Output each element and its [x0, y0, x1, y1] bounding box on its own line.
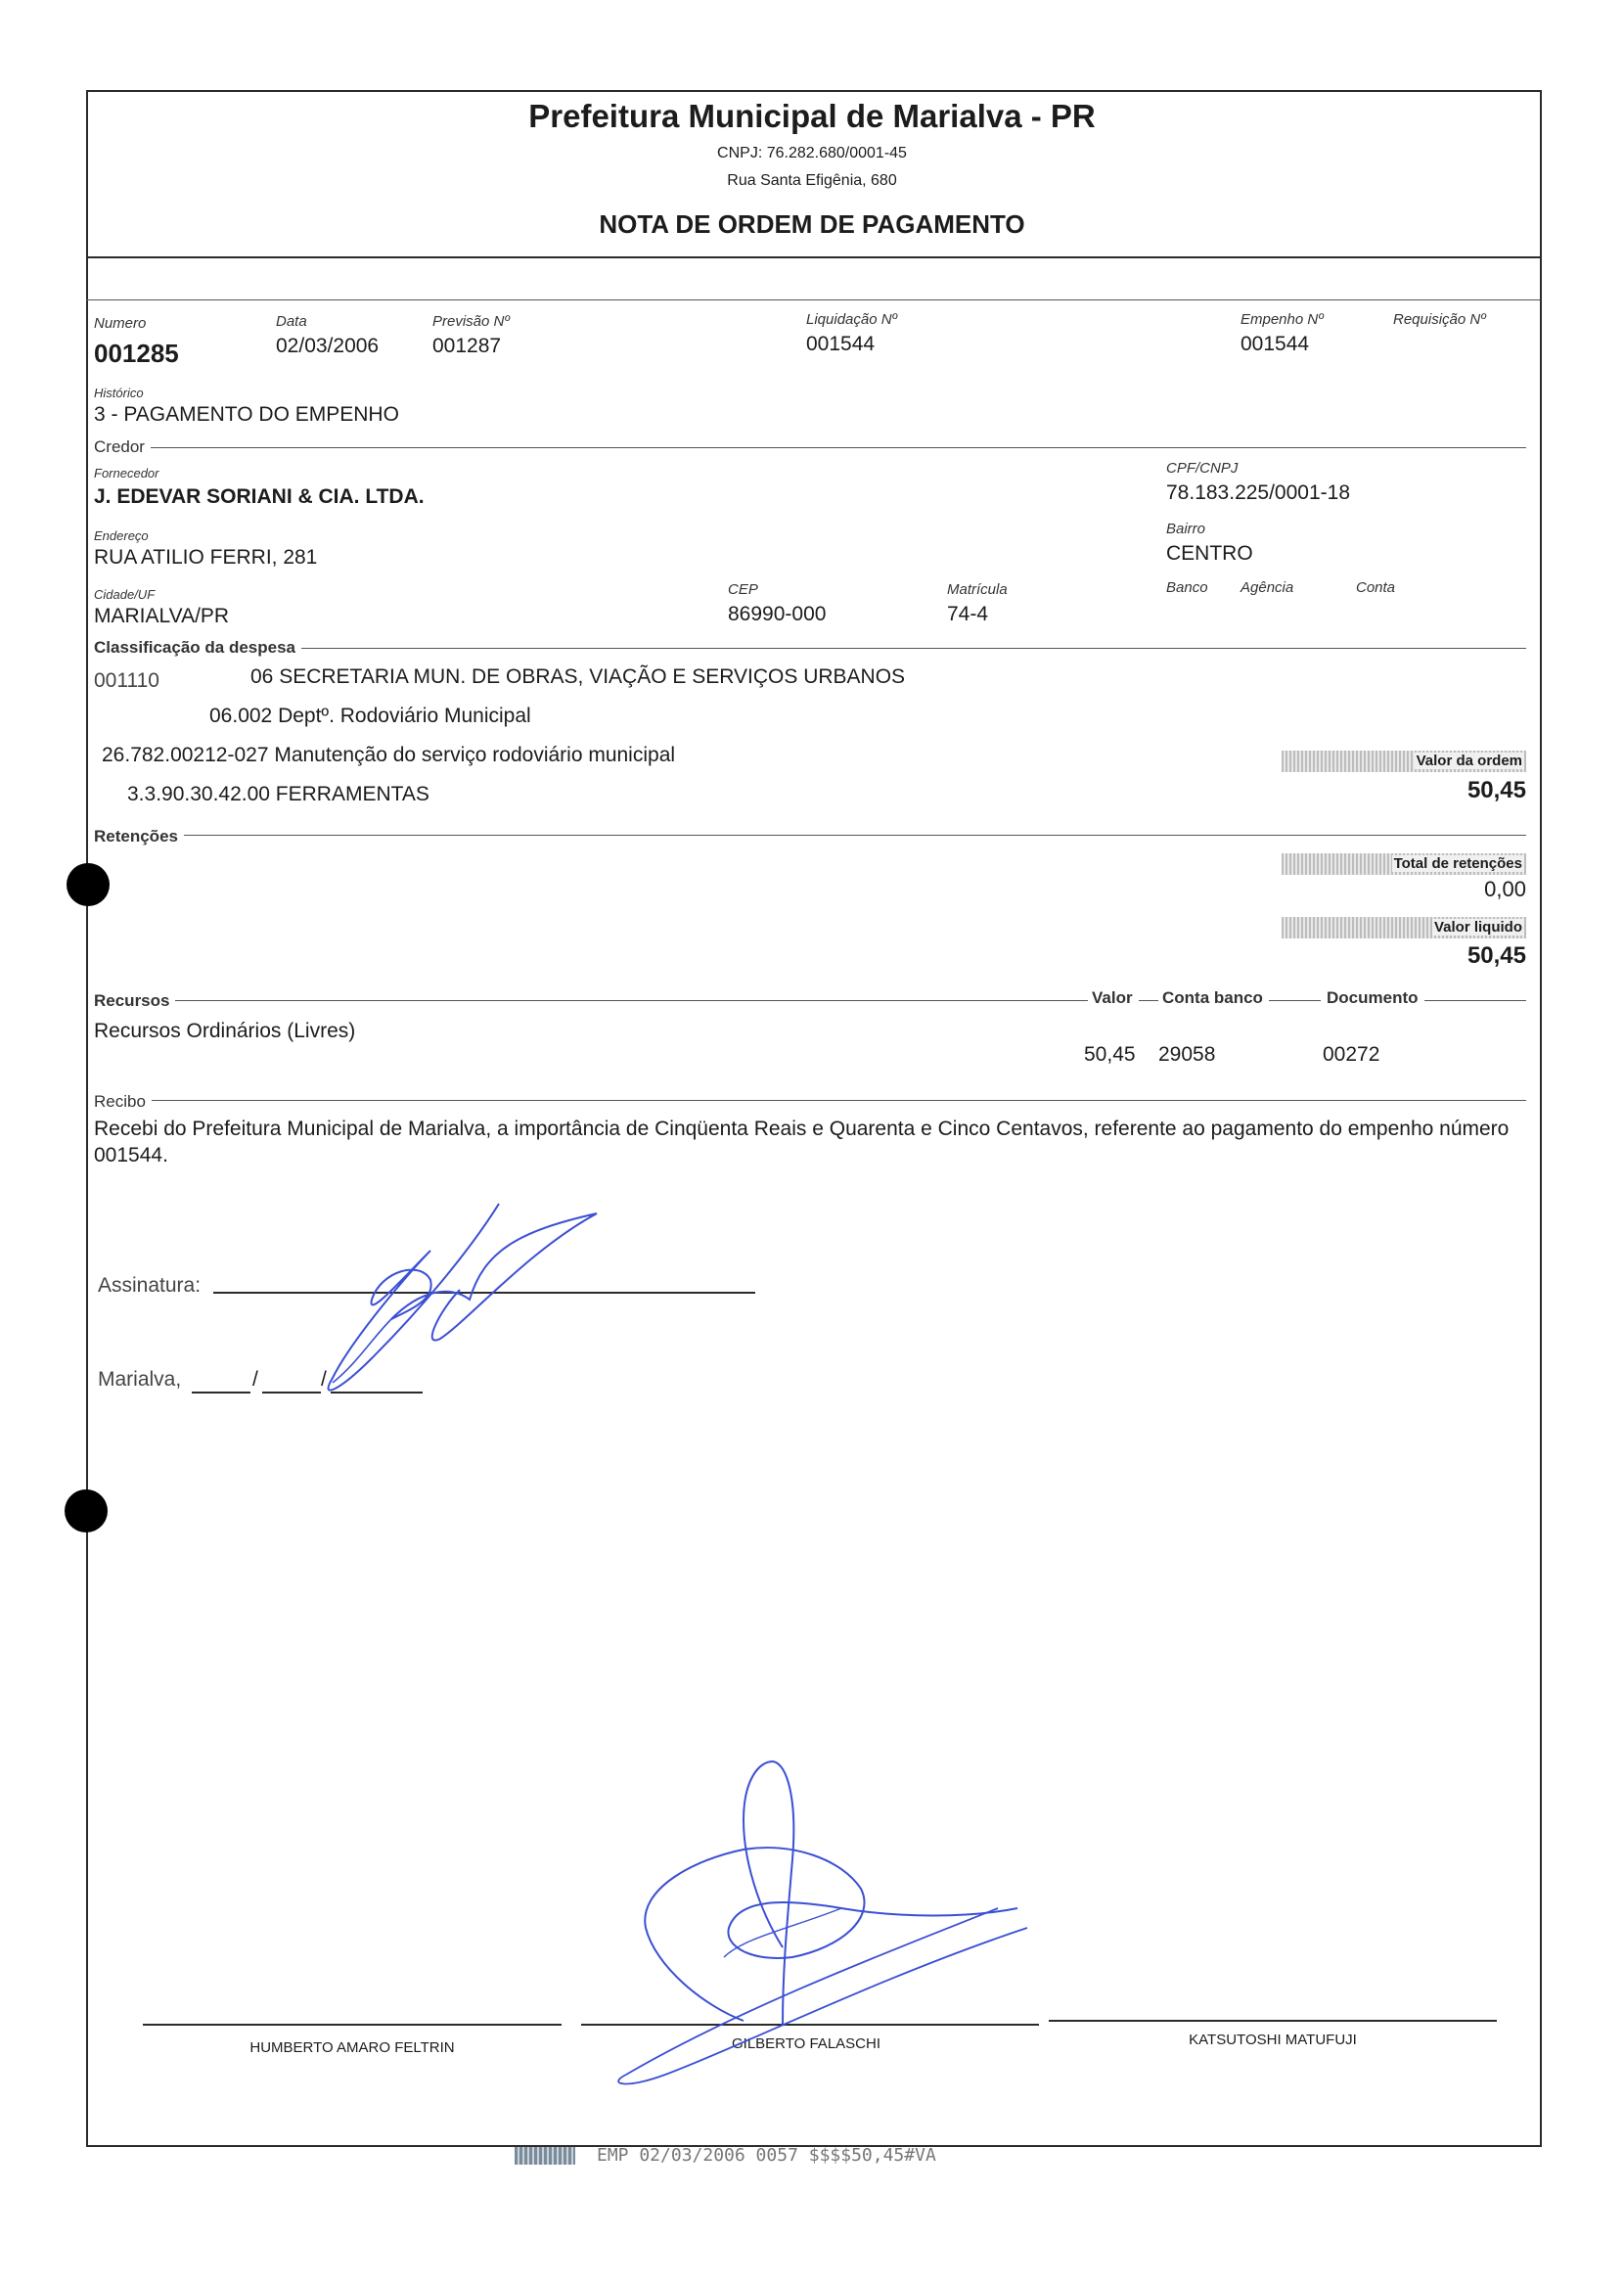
- punch-hole-bottom: [65, 1489, 108, 1532]
- numero-value: 001285: [94, 339, 179, 368]
- conta-label: Conta: [1356, 579, 1396, 596]
- valor-ordem-value: 50,45: [1466, 777, 1526, 803]
- header-title: Prefeitura Municipal de Marialva - PR: [528, 98, 1096, 134]
- recursos-conta: 29058: [1158, 1043, 1216, 1066]
- date-day-line: [192, 1392, 250, 1394]
- data-value: 02/03/2006: [276, 335, 380, 357]
- liquidacao-label: Liquidação Nº: [806, 311, 898, 328]
- credor-rule: [94, 447, 1526, 448]
- valor-ordem-box: [1282, 751, 1526, 772]
- matricula-value: 74-4: [947, 603, 989, 625]
- punch-hole-top: [67, 863, 110, 906]
- classificacao-secretaria: 06 SECRETARIA MUN. DE OBRAS, VIAÇÃO E SERVIÇOS URBANOS: [250, 665, 906, 688]
- historico-value: 3 - PAGAMENTO DO EMPENHO: [94, 403, 399, 426]
- stamp-logo: [515, 2147, 575, 2165]
- empenho-value: 001544: [1241, 333, 1310, 355]
- cidade-label: Cidade/UF: [94, 587, 156, 602]
- classificacao-elemento: 3.3.90.30.42.00 FERRAMENTAS: [127, 783, 429, 805]
- bottom-signature: [548, 1752, 1057, 2104]
- signatory-name-2: GILBERTO FALASCHI: [732, 2035, 880, 2052]
- previsao-label: Previsão Nº: [432, 313, 510, 330]
- recursos-conta-label: Conta banco: [1158, 988, 1269, 1008]
- classificacao-code: 001110: [94, 669, 159, 692]
- classificacao-section: Classificação da despesa: [94, 638, 301, 658]
- requisicao-label: Requisição Nº: [1393, 311, 1486, 328]
- total-retencoes-box: [1282, 853, 1526, 875]
- cep-label: CEP: [728, 581, 758, 598]
- retencoes-rule: [94, 835, 1526, 836]
- recibo-text: Recebi do Prefeitura Municipal de Marialva, a importância de Cinqüenta Reais e Quarenta e Cinco Centavos, referente ao pagamento do empenho número 001544.: [94, 1118, 1510, 1166]
- matricula-label: Matrícula: [947, 581, 1008, 598]
- valor-liquido-value: 50,45: [1466, 942, 1526, 969]
- cpf-label: CPF/CNPJ: [1166, 460, 1239, 477]
- recibo-section: Recibo: [94, 1092, 152, 1112]
- recursos-valor-label: Valor: [1088, 988, 1139, 1008]
- document-title: NOTA DE ORDEM DE PAGAMENTO: [599, 209, 1025, 239]
- historico-label: Histórico: [94, 386, 144, 400]
- date-slash-2: /: [321, 1368, 327, 1391]
- signatory-line-3: [1049, 2020, 1497, 2022]
- credor-section: Credor: [94, 437, 151, 457]
- endereco-label: Endereço: [94, 528, 149, 543]
- cpf-value: 78.183.225/0001-18: [1166, 481, 1351, 504]
- recursos-descricao: Recursos Ordinários (Livres): [94, 1020, 356, 1042]
- numero-label: Numero: [94, 315, 147, 332]
- signatory-name-3: KATSUTOSHI MATUFUJI: [1189, 2032, 1357, 2048]
- classificacao-programa: 26.782.00212-027 Manutenção do serviço rodoviário municipal: [102, 744, 676, 766]
- cep-value: 86990-000: [728, 603, 827, 625]
- previsao-value: 001287: [432, 335, 502, 357]
- cidade-value: MARIALVA/PR: [94, 605, 230, 627]
- total-retencoes-label: Total de retenções: [1393, 855, 1522, 872]
- receipt-signature: [274, 1192, 626, 1407]
- fornecedor-label: Fornecedor: [94, 466, 159, 480]
- empenho-label: Empenho Nº: [1241, 311, 1324, 328]
- recursos-documento: 00272: [1323, 1043, 1380, 1066]
- payment-stamp: EMP 02/03/2006 0057 $$$$50,45#VA: [597, 2145, 936, 2166]
- retencoes-section: Retenções: [94, 827, 184, 846]
- recursos-rule: [94, 1000, 1526, 1001]
- assinatura-label: Assinatura:: [98, 1274, 202, 1297]
- valor-liquido-label: Valor liquido: [1433, 919, 1522, 936]
- classificacao-rule: [94, 648, 1526, 649]
- bairro-label: Bairro: [1166, 521, 1206, 537]
- liquidacao-value: 001544: [806, 333, 876, 355]
- recursos-documento-label: Documento: [1321, 988, 1424, 1008]
- endereco-value: RUA ATILIO FERRI, 281: [94, 546, 318, 569]
- fornecedor-value: J. EDEVAR SORIANI & CIA. LTDA.: [94, 485, 425, 508]
- date-slash-1: /: [252, 1368, 258, 1391]
- header-address: Rua Santa Efigênia, 680: [727, 172, 897, 189]
- header-cnpj: CNPJ: 76.282.680/0001-45: [717, 145, 907, 161]
- recibo-rule: [94, 1100, 1526, 1101]
- signatory-name-1: HUMBERTO AMARO FELTRIN: [249, 2039, 455, 2056]
- banco-label: Banco: [1166, 579, 1208, 596]
- recursos-valor: 50,45: [1084, 1043, 1136, 1066]
- bairro-value: CENTRO: [1166, 542, 1253, 565]
- agencia-label: Agência: [1241, 579, 1294, 596]
- recursos-section: Recursos: [94, 991, 175, 1011]
- signatory-line-1: [143, 2024, 562, 2026]
- local-label: Marialva,: [98, 1368, 182, 1391]
- header-divider-thin: [86, 299, 1540, 300]
- data-label: Data: [276, 313, 307, 330]
- total-retencoes-value: 0,00: [1484, 877, 1526, 901]
- valor-liquido-box: [1282, 917, 1526, 938]
- header-divider: [86, 256, 1540, 258]
- classificacao-departamento: 06.002 Deptº. Rodoviário Municipal: [209, 705, 531, 727]
- valor-ordem-label: Valor da ordem: [1416, 753, 1522, 769]
